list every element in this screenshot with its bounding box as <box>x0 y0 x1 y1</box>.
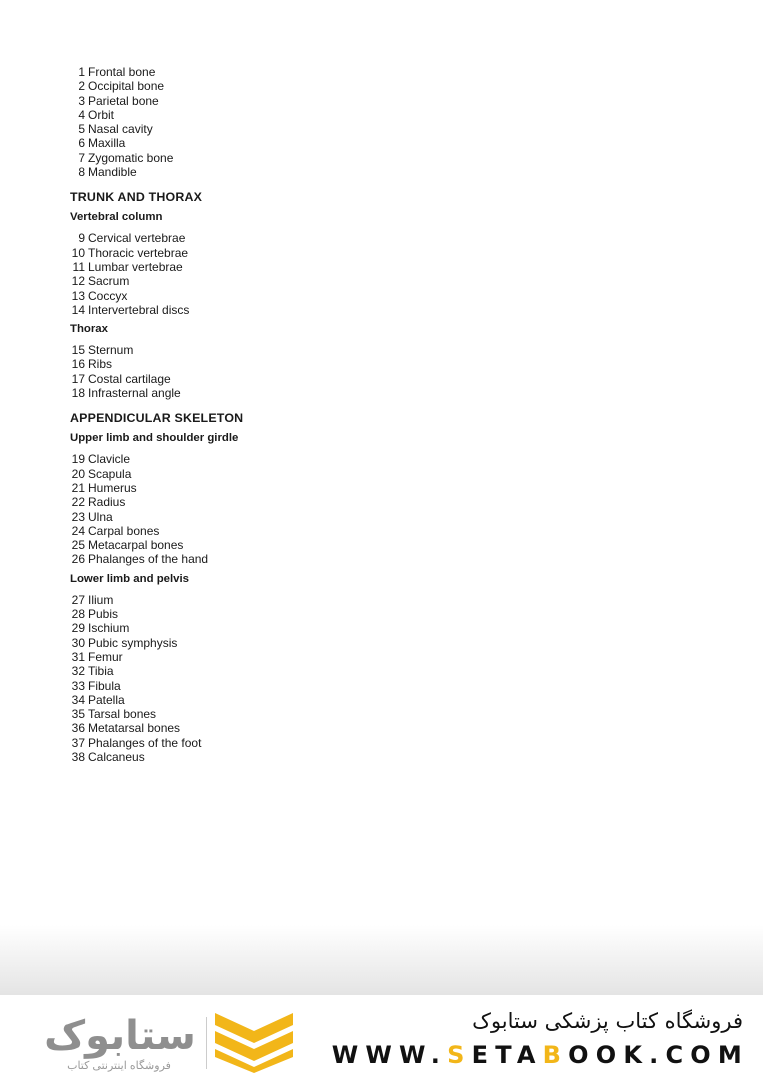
item-label: Ribs <box>88 357 113 372</box>
item-label: Intervertebral discs <box>88 302 190 317</box>
item-number: 21 <box>71 480 85 495</box>
list-item <box>70 289 670 303</box>
item-label: Calcaneus <box>88 749 145 764</box>
list-item <box>70 495 670 509</box>
logo-divider <box>206 1017 207 1069</box>
item-number: 26 <box>71 552 85 567</box>
item-label: Frontal bone <box>88 65 156 79</box>
list-item <box>70 593 670 607</box>
item-label: Parietal bone <box>88 93 159 108</box>
item-label: Sacrum <box>88 274 130 289</box>
item-number: 31 <box>71 649 85 664</box>
list-item <box>70 636 670 650</box>
item-label: Coccyx <box>88 288 128 303</box>
item-number: 9 <box>78 231 85 246</box>
list-item <box>70 524 670 538</box>
item-label: Radius <box>88 495 126 510</box>
list-item <box>70 721 670 735</box>
item-number: 25 <box>71 538 85 553</box>
list-item <box>70 151 670 165</box>
item-number: 5 <box>78 122 85 137</box>
list-item <box>70 693 670 707</box>
item-label: Femur <box>88 649 123 664</box>
item-label: Humerus <box>88 480 137 495</box>
list-item <box>70 260 670 274</box>
item-number: 22 <box>71 495 85 510</box>
list-item <box>70 231 670 245</box>
item-number: 12 <box>71 274 85 289</box>
list-item <box>70 274 670 288</box>
item-number: 8 <box>78 165 85 180</box>
list-item <box>70 552 670 566</box>
item-label: Phalanges of the foot <box>88 735 202 750</box>
url-part-ook: OOK.COM <box>568 1041 749 1069</box>
item-label: Ulna <box>88 509 113 524</box>
item-number: 34 <box>71 692 85 707</box>
bone-list-page <box>70 65 670 764</box>
item-number: 33 <box>71 678 85 693</box>
list-item <box>70 650 670 664</box>
item-number: 13 <box>71 288 85 303</box>
book-chevrons-icon <box>215 1013 293 1073</box>
item-label: Maxilla <box>88 136 126 151</box>
list-item <box>70 165 670 179</box>
item-label: Mandible <box>88 165 137 180</box>
item-label: Nasal cavity <box>88 122 153 137</box>
item-label: Lumbar vertebrae <box>88 259 183 274</box>
item-number: 38 <box>71 749 85 764</box>
vertebral-list <box>70 231 670 317</box>
item-label: Tibia <box>88 664 114 679</box>
list-item <box>70 343 670 357</box>
item-number: 15 <box>71 343 85 358</box>
list-item <box>70 122 670 136</box>
item-number: 4 <box>78 107 85 122</box>
item-label: Fibula <box>88 678 121 693</box>
lower-limb-list <box>70 593 670 765</box>
list-item <box>70 621 670 635</box>
item-label: Costal cartilage <box>88 371 171 386</box>
list-item <box>70 452 670 466</box>
logo-tagline: فروشگاه اینترنتی کتاب <box>67 1060 171 1072</box>
list-item <box>70 372 670 386</box>
item-number: 3 <box>78 93 85 108</box>
item-number: 27 <box>71 592 85 607</box>
item-number: 20 <box>71 466 85 481</box>
list-item <box>70 386 670 400</box>
item-label: Occipital bone <box>88 79 165 94</box>
item-number: 37 <box>71 735 85 750</box>
url-part-b: B <box>542 1041 569 1069</box>
item-number: 11 <box>72 259 85 274</box>
publisher-banner <box>0 995 763 1080</box>
item-number: 1 <box>78 65 85 79</box>
item-number: 2 <box>78 79 85 94</box>
list-item <box>70 679 670 693</box>
item-number: 19 <box>71 452 85 467</box>
item-label: Orbit <box>88 107 115 122</box>
item-label: Thoracic vertebrae <box>88 245 189 260</box>
thorax-list <box>70 343 670 400</box>
item-label: Patella <box>88 692 125 707</box>
list-item <box>70 136 670 150</box>
item-number: 7 <box>78 150 85 165</box>
item-label: Infrasternal angle <box>88 386 181 401</box>
subheading-lower-limb: Lower limb and pelvis <box>70 572 189 585</box>
list-item <box>70 538 670 552</box>
item-label: Pubis <box>88 607 119 622</box>
item-label: Phalanges of the hand <box>88 552 209 567</box>
store-url[interactable] <box>332 1041 749 1069</box>
list-item <box>70 246 670 260</box>
item-number: 14 <box>71 302 85 317</box>
list-item <box>70 467 670 481</box>
list-item <box>70 736 670 750</box>
item-label: Metacarpal bones <box>88 538 184 553</box>
subheading-upper-limb: Upper limb and shoulder girdle <box>70 432 239 445</box>
section-heading-trunk: TRUNK AND THORAX <box>70 190 203 205</box>
item-label: Pubic symphysis <box>88 635 178 650</box>
item-number: 16 <box>71 357 85 372</box>
list-item <box>70 707 670 721</box>
section-heading-appendicular: APPENDICULAR SKELETON <box>70 411 244 426</box>
store-name: فروشگاه کتاب پزشکی ستابوک <box>472 1009 743 1033</box>
url-part-www: WWW. <box>331 1041 448 1069</box>
list-item <box>70 303 670 317</box>
item-number: 29 <box>71 621 85 636</box>
list-item <box>70 79 670 93</box>
item-label: Scapula <box>88 466 132 481</box>
list-item <box>70 750 670 764</box>
list-item <box>70 510 670 524</box>
skull-list <box>70 65 670 179</box>
list-item <box>70 357 670 371</box>
list-item <box>70 664 670 678</box>
item-label: Tarsal bones <box>88 707 157 722</box>
footer-shadow <box>0 925 763 995</box>
list-item <box>70 607 670 621</box>
item-number: 32 <box>71 664 85 679</box>
item-number: 10 <box>71 245 85 260</box>
item-label: Ischium <box>88 621 130 636</box>
item-label: Metatarsal bones <box>88 721 181 736</box>
list-item <box>70 65 670 79</box>
item-label: Clavicle <box>88 452 131 467</box>
item-number: 35 <box>71 707 85 722</box>
item-number: 23 <box>71 509 85 524</box>
item-label: Zygomatic bone <box>88 150 174 165</box>
item-number: 28 <box>71 607 85 622</box>
item-number: 36 <box>71 721 85 736</box>
item-number: 17 <box>71 371 85 386</box>
item-label: Sternum <box>88 343 134 358</box>
item-label: Carpal bones <box>88 523 160 538</box>
item-label: Ilium <box>88 592 114 607</box>
logo-wordmark-text: ستابوک <box>44 1013 196 1059</box>
list-item <box>70 94 670 108</box>
item-number: 24 <box>71 523 85 538</box>
list-item <box>70 108 670 122</box>
subheading-thorax: Thorax <box>70 323 108 336</box>
upper-limb-list <box>70 452 670 566</box>
item-number: 18 <box>71 386 85 401</box>
list-item <box>70 481 670 495</box>
item-number: 6 <box>78 136 85 151</box>
setabook-wordmark-logo <box>40 1007 205 1062</box>
subheading-vertebral-column: Vertebral column <box>70 211 163 224</box>
item-number: 30 <box>71 635 85 650</box>
url-part-eta: ETA <box>471 1041 543 1069</box>
url-part-s: S <box>447 1041 472 1069</box>
item-label: Cervical vertebrae <box>88 231 186 246</box>
